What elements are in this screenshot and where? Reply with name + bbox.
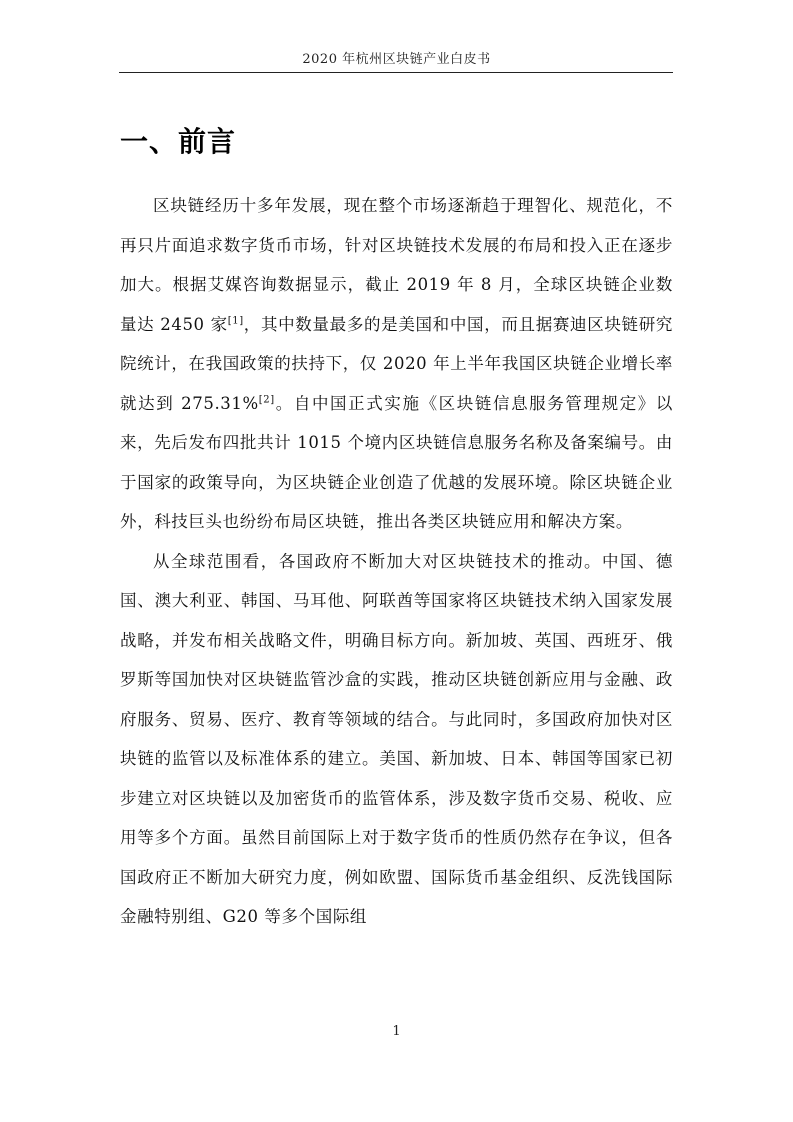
- paragraph-2: 从全球范围看，各国政府不断加大对区块链技术的推动。中国、德国、澳大利亚、韩国、马耳他、阿联酋等国家将区块链技术纳入国家发展战略，并发布相关战略文件，明确目标方向。新加坡、英国、西班牙、俄罗斯等国加快对区块链监管沙盒的实践，推动区块链创新应用与金融、政府服务、贸易、医疗、教育等领域的结合。与此同时，多国政府加快对区块链的监管以及标准体系的建立。美国、新加坡、日本、韩国等国家已初步建立对区块链以及加密货币的监管体系，涉及数字货币交易、税收、应用等多个方面。虽然目前国际上对于数字货币的性质仍然存在争议，但各国政府正不断加大研究力度，例如欧盟、国际货币基金组织、反洗钱国际金融特别组、G20 等多个国际组: [120, 551, 673, 926]
- header-rule: [119, 72, 673, 73]
- citation-2: [2]: [258, 394, 275, 405]
- paragraph-1: [120, 186, 673, 542]
- citation-1: [1]: [227, 315, 244, 326]
- page-number: 1: [392, 1024, 401, 1039]
- body-text: [120, 186, 673, 937]
- paragraph-1-part2: ，其中数量最多的是美国和中国，而且据赛迪区块链研究院统计，在我国政策的扶持下，仅 2020 年上半年我国区块链企业增长率就达到 275.31%: [120, 314, 674, 413]
- paragraph-1-part1: 区块链经历十多年发展，现在整个市场逐渐趋于理智化、规范化，不再只片面追求数字货币市场，针对区块链技术发展的布局和投入正在逐步加大。根据艾媒咨询数据显示，截止 2019 年 8 月，全球区块链企业数量达 2450 家: [120, 196, 673, 334]
- paragraph-1-part3: 。自中国正式实施《区块链信息服务管理规定》以来，先后发布四批共计 1015 个境内区块链信息服务名称及备案编号。由于国家的政策导向，为区块链企业创造了优越的发展环境。除区块链企业外，科技巨头也纷纷布局区块链，推出各类区块链应用和解决方案。: [120, 393, 674, 531]
- section-heading: 一、前言: [120, 125, 237, 158]
- running-header: 2020 年杭州区块链产业白皮书: [302, 52, 491, 67]
